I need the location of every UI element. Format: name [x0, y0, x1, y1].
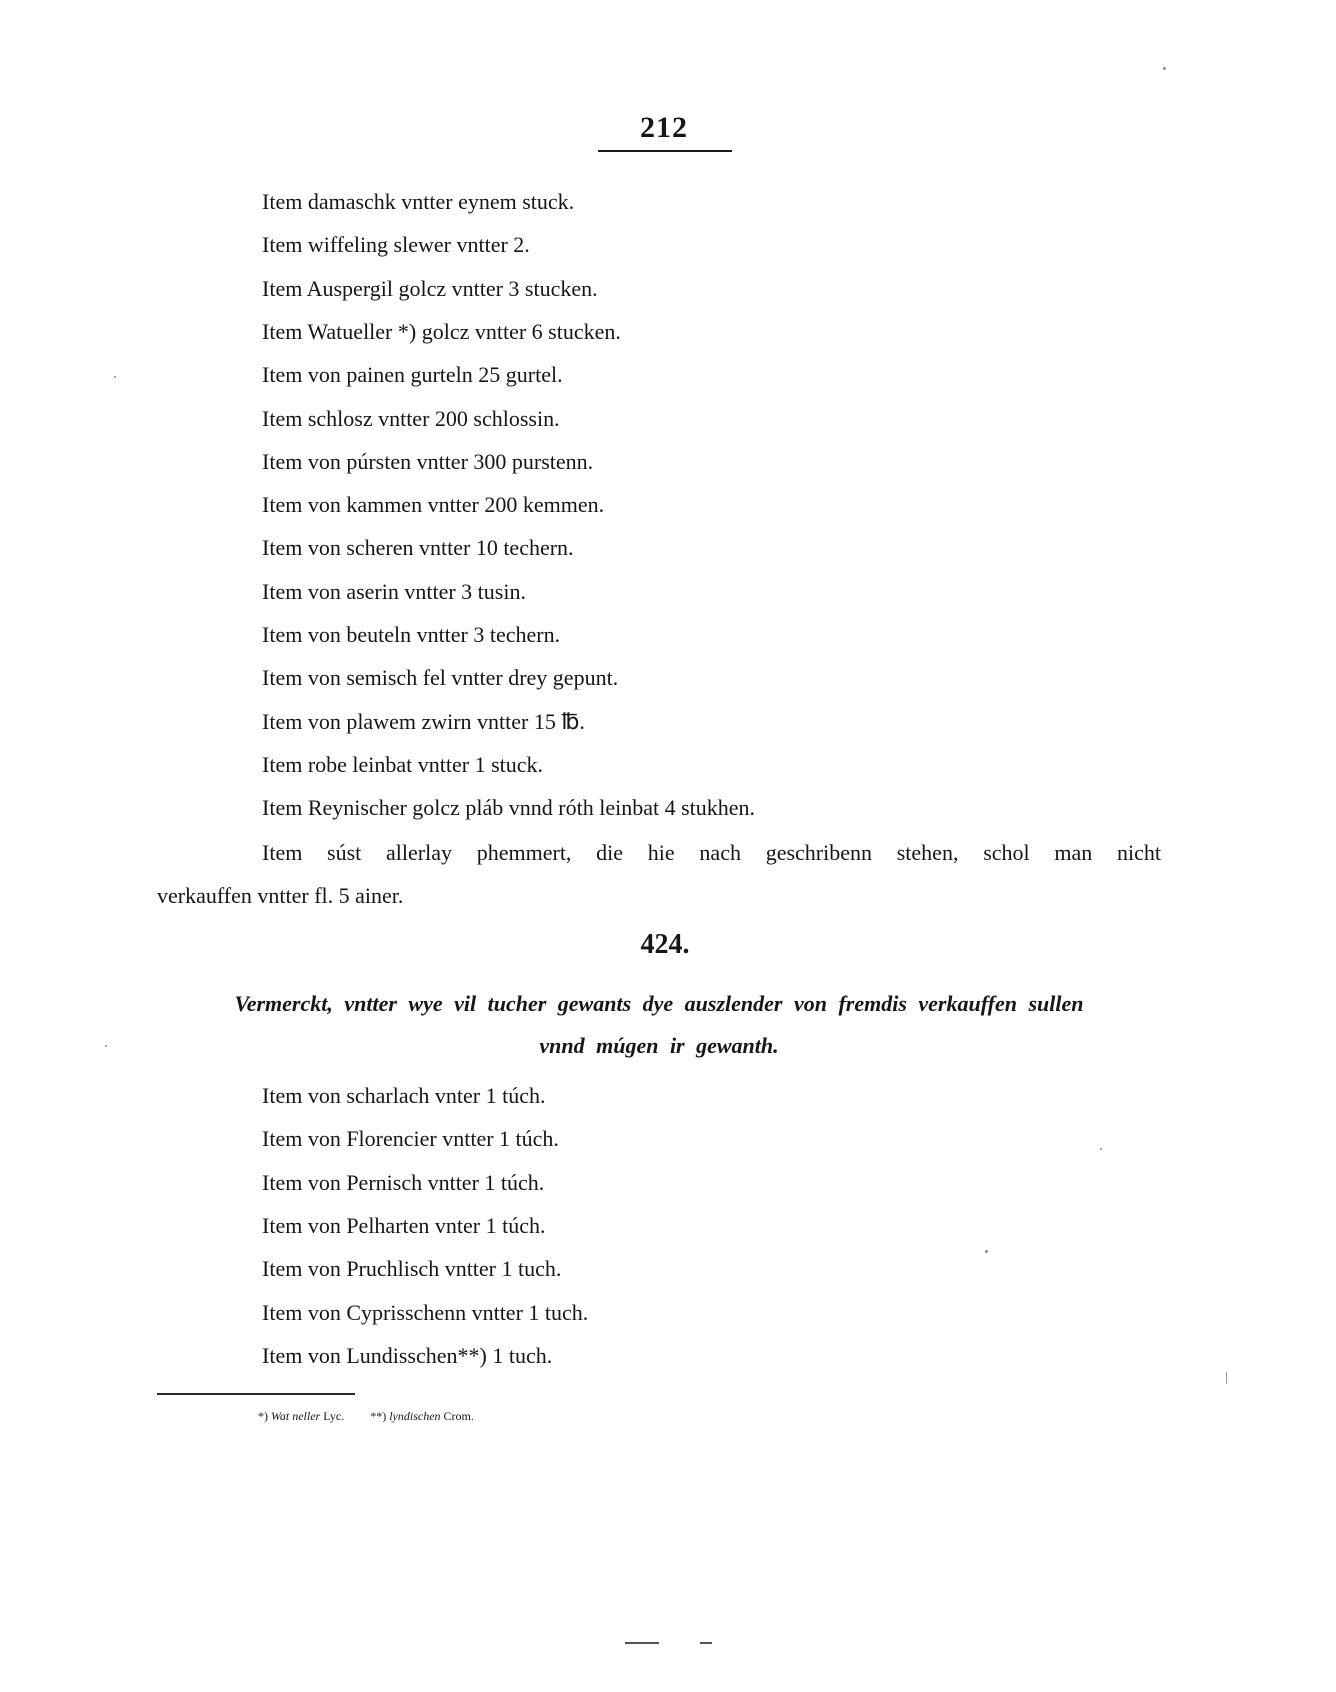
footnote-2-marker: **)	[370, 1409, 387, 1423]
item-line: Item von Pelharten vnter 1 túch.	[262, 1212, 546, 1238]
section-number: 424.	[640, 929, 690, 960]
item-line: Item von semisch fel vntter drey gepunt.	[262, 665, 619, 691]
page-number-rule	[598, 150, 732, 152]
item-line: Item von Pruchlisch vntter 1 tuch.	[262, 1256, 562, 1282]
item-line: Item Reynischer golcz pláb vnnd róth leinbat 4 stukhen.	[262, 795, 756, 821]
page-number: 212	[640, 111, 688, 144]
item-line: Item von painen gurteln 25 gurtel.	[262, 362, 563, 388]
section-heading-line-2: vnnd múgen ir gewanth.	[539, 1033, 779, 1058]
scan-bottom-mark	[625, 1642, 659, 1644]
item-line: Item damaschk vntter eynem stuck.	[262, 189, 575, 214]
item-line: Item von kammen vntter 200 kemmen.	[262, 492, 605, 518]
section-heading	[157, 983, 1161, 1067]
footnote-2-text: lyndischen	[389, 1409, 441, 1423]
item-line: Item von Pernisch vntter 1 túch.	[262, 1169, 545, 1195]
footnote-2-source: Crom.	[443, 1409, 474, 1423]
scan-speck	[1100, 1148, 1102, 1150]
footnote-1-text: Wat neller	[271, 1409, 321, 1423]
scan-speck	[105, 1045, 107, 1047]
paragraph-first-line: Item súst allerlay phemmert, die hie nach geschribenn stehen, schol man nicht	[262, 840, 1161, 865]
scan-bottom-mark	[700, 1642, 712, 1644]
scan-speck	[985, 1250, 988, 1253]
scan-speck	[1163, 67, 1166, 70]
section-heading-line-1: Vermerckt, vntter wye vil tucher gewants dye auszlender von fremdis verkauffen sullen	[234, 991, 1084, 1016]
item-line: Item Watueller *) golcz vntter 6 stucken.	[262, 318, 621, 344]
footnotes	[258, 1408, 474, 1424]
item-line: Item robe leinbat vntter 1 stuck.	[262, 751, 544, 777]
item-line: Item von plawem zwirn vntter 15 ℔.	[262, 708, 585, 734]
footnote-1-marker: *)	[258, 1409, 268, 1423]
item-line: Item von aserin vntter 3 tusin.	[262, 578, 526, 604]
scan-speck	[114, 376, 116, 378]
paragraph-continuation: verkauffen vntter fl. 5 ainer.	[157, 883, 404, 908]
footnote-rule	[157, 1393, 355, 1395]
item-line: Item Auspergil golcz vntter 3 stucken.	[262, 275, 598, 301]
scan-edge-mark	[1226, 1372, 1227, 1384]
item-line: Item von Florencier vntter 1 túch.	[262, 1126, 559, 1152]
footnote-1-source: Lyc.	[323, 1409, 345, 1423]
item-line: Item von scheren vntter 10 techern.	[262, 535, 574, 561]
item-line: Item schlosz vntter 200 schlossin.	[262, 405, 560, 431]
item-line: Item wiffeling slewer vntter 2.	[262, 232, 530, 258]
item-line: Item von scharlach vnter 1 túch.	[262, 1083, 546, 1108]
item-line: Item von Cyprisschenn vntter 1 tuch.	[262, 1299, 589, 1325]
item-line: Item von púrsten vntter 300 purstenn.	[262, 448, 594, 474]
item-line: Item von beuteln vntter 3 techern.	[262, 622, 561, 647]
item-line: Item von Lundisschen**) 1 tuch.	[262, 1342, 553, 1368]
